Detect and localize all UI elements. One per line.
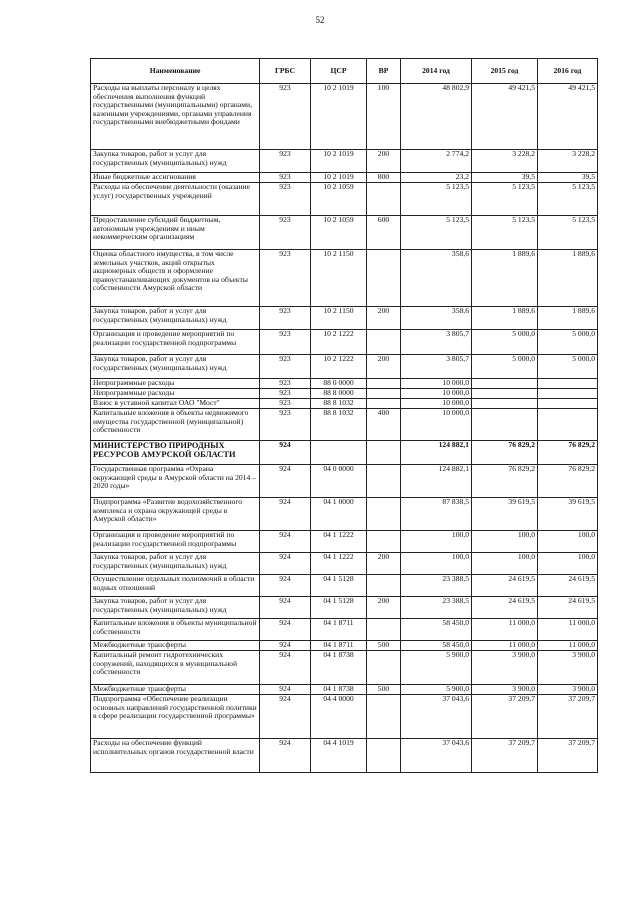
row-vr-cell — [367, 465, 401, 498]
table-row — [91, 389, 598, 399]
row-2014-cell: 3 805,7 — [401, 330, 472, 355]
row-2016-cell: 3 228,2 — [538, 150, 598, 173]
row-2015-cell — [472, 389, 538, 399]
row-vr-cell: 500 — [367, 685, 401, 695]
table-row — [91, 150, 598, 173]
row-2014-cell: 5 900,0 — [401, 685, 472, 695]
row-name-cell: Иные бюджетные ассигнования — [91, 173, 260, 183]
row-csr-cell: 04 0 0000 — [311, 465, 367, 498]
row-name-cell: Организация и проведение мероприятий по реализации государственной подпрограммы — [91, 330, 260, 355]
table-row — [91, 619, 598, 641]
row-grbs-cell: 924 — [260, 441, 311, 465]
row-name-cell: МИНИСТЕРСТВО ПРИРОДНЫХ РЕСУРСОВ АМУРСКОЙ ОБЛАСТИ — [91, 441, 260, 465]
row-2016-cell — [538, 389, 598, 399]
table-row — [91, 173, 598, 183]
row-2016-cell: 39,5 — [538, 173, 598, 183]
table-row — [91, 695, 598, 739]
row-2016-cell — [538, 379, 598, 389]
table-row — [91, 465, 598, 498]
row-name-cell: Расходы на выплаты персоналу в целях обеспечения выполнения функций государственными (муниципальными) органами, казенными учреждениями, органами управления государственными внебюджетными фондами — [91, 84, 260, 150]
row-2015-cell: 5 123,5 — [472, 216, 538, 250]
row-2016-cell: 37 209,7 — [538, 739, 598, 773]
row-grbs-cell: 923 — [260, 399, 311, 409]
row-2016-cell: 11 000,0 — [538, 619, 598, 641]
row-2015-cell: 37 209,7 — [472, 739, 538, 773]
row-2016-cell: 37 209,7 — [538, 695, 598, 739]
table-row — [91, 183, 598, 216]
row-2014-cell: 37 043,6 — [401, 739, 472, 773]
row-name-cell: Закупка товаров, работ и услуг для государственных (муниципальных) нужд — [91, 307, 260, 330]
row-grbs-cell: 924 — [260, 685, 311, 695]
row-2016-cell: 24 619,5 — [538, 575, 598, 597]
row-csr-cell: 04 1 5128 — [311, 575, 367, 597]
row-name-cell: Расходы на обеспечение функций исполнительных органов государственной власти — [91, 739, 260, 773]
row-2016-cell: 3 900,0 — [538, 685, 598, 695]
row-grbs-cell: 923 — [260, 173, 311, 183]
row-csr-cell: 88 8 0000 — [311, 389, 367, 399]
row-2015-cell: 76 829,2 — [472, 441, 538, 465]
row-2015-cell: 49 421,5 — [472, 84, 538, 150]
row-2015-cell: 3 900,0 — [472, 685, 538, 695]
row-vr-cell: 200 — [367, 553, 401, 575]
header-2014: 2014 год — [401, 59, 472, 84]
row-grbs-cell: 924 — [260, 739, 311, 773]
table-row — [91, 409, 598, 441]
row-vr-cell — [367, 330, 401, 355]
row-2014-cell: 5 123,5 — [401, 183, 472, 216]
row-2015-cell: 37 209,7 — [472, 695, 538, 739]
table-row — [91, 641, 598, 651]
table-row — [91, 379, 598, 389]
row-2014-cell: 23,2 — [401, 173, 472, 183]
row-2015-cell — [472, 409, 538, 441]
table-row — [91, 216, 598, 250]
row-name-cell: Закупка товаров, работ и услуг для государственных (муниципальных) нужд — [91, 355, 260, 379]
table-row — [91, 575, 598, 597]
row-vr-cell: 200 — [367, 597, 401, 619]
row-2015-cell: 11 000,0 — [472, 619, 538, 641]
row-name-cell: Капитальные вложения в объекты недвижимого имущества государственной (муниципальной) собственности — [91, 409, 260, 441]
row-csr-cell: 10 2 1222 — [311, 355, 367, 379]
row-vr-cell: 600 — [367, 216, 401, 250]
row-vr-cell: 100 — [367, 84, 401, 150]
row-2015-cell: 24 619,5 — [472, 575, 538, 597]
row-grbs-cell: 924 — [260, 531, 311, 553]
table-row — [91, 739, 598, 773]
row-csr-cell: 04 1 8738 — [311, 651, 367, 685]
row-vr-cell — [367, 250, 401, 307]
row-grbs-cell: 923 — [260, 84, 311, 150]
row-2015-cell: 100,0 — [472, 553, 538, 575]
row-vr-cell: 500 — [367, 641, 401, 651]
row-csr-cell: 10 2 1222 — [311, 330, 367, 355]
table-row — [91, 498, 598, 531]
row-2015-cell: 3 228,2 — [472, 150, 538, 173]
row-2014-cell: 87 838,5 — [401, 498, 472, 531]
row-2014-cell: 358,6 — [401, 250, 472, 307]
row-2014-cell: 124 882,1 — [401, 441, 472, 465]
table-row — [91, 651, 598, 685]
row-2015-cell: 5 000,0 — [472, 355, 538, 379]
row-name-cell: Капитальные вложения в объекты муниципальной собственности — [91, 619, 260, 641]
row-vr-cell — [367, 739, 401, 773]
row-2016-cell: 76 829,2 — [538, 465, 598, 498]
row-2014-cell: 58 450,0 — [401, 641, 472, 651]
budget-table — [90, 58, 598, 773]
row-name-cell: Осуществление отдельных полномочий в области водных отношений — [91, 575, 260, 597]
row-csr-cell: 04 1 1222 — [311, 553, 367, 575]
row-grbs-cell: 923 — [260, 330, 311, 355]
row-name-cell: Закупка товаров, работ и услуг для государственных (муниципальных) нужд — [91, 597, 260, 619]
row-2016-cell: 1 889,6 — [538, 307, 598, 330]
row-2015-cell: 5 000,0 — [472, 330, 538, 355]
row-name-cell: Закупка товаров, работ и услуг для государственных (муниципальных) нужд — [91, 150, 260, 173]
row-grbs-cell: 923 — [260, 379, 311, 389]
row-csr-cell: 10 2 1019 — [311, 150, 367, 173]
row-csr-cell: 88 8 1032 — [311, 399, 367, 409]
row-vr-cell — [367, 379, 401, 389]
row-2014-cell: 100,0 — [401, 553, 472, 575]
row-2015-cell: 24 619,5 — [472, 597, 538, 619]
table-row — [91, 553, 598, 575]
row-2014-cell: 10 000,0 — [401, 409, 472, 441]
row-csr-cell: 04 1 1222 — [311, 531, 367, 553]
row-csr-cell: 10 2 1059 — [311, 216, 367, 250]
row-name-cell: Расходы на обеспечение деятельности (оказание услуг) государственных учреждений — [91, 183, 260, 216]
row-2016-cell: 1 889,6 — [538, 250, 598, 307]
row-csr-cell: 04 4 1019 — [311, 739, 367, 773]
row-csr-cell: 04 1 8711 — [311, 619, 367, 641]
row-grbs-cell: 923 — [260, 307, 311, 330]
row-csr-cell: 88 8 1032 — [311, 409, 367, 441]
row-2014-cell: 37 043,6 — [401, 695, 472, 739]
row-name-cell: Межбюджетные трансферты — [91, 641, 260, 651]
table-row — [91, 250, 598, 307]
row-2015-cell — [472, 379, 538, 389]
row-2016-cell: 5 123,5 — [538, 183, 598, 216]
row-name-cell: Предоставление субсидий бюджетным, автономным учреждениям и иным некоммерческим организациям — [91, 216, 260, 250]
header-2016: 2016 год — [538, 59, 598, 84]
row-grbs-cell: 924 — [260, 465, 311, 498]
row-grbs-cell: 924 — [260, 597, 311, 619]
row-grbs-cell: 923 — [260, 250, 311, 307]
row-vr-cell: 200 — [367, 150, 401, 173]
row-csr-cell: 04 1 0000 — [311, 498, 367, 531]
row-name-cell: Взнос в уставной капитал ОАО "Мост" — [91, 399, 260, 409]
row-2014-cell: 48 802,9 — [401, 84, 472, 150]
row-csr-cell: 88 0 0000 — [311, 379, 367, 389]
row-csr-cell: 10 2 1150 — [311, 250, 367, 307]
page-number: 52 — [315, 15, 325, 25]
row-2016-cell: 24 619,5 — [538, 597, 598, 619]
row-grbs-cell: 924 — [260, 553, 311, 575]
row-csr-cell: 10 2 1019 — [311, 173, 367, 183]
table-row — [91, 399, 598, 409]
row-grbs-cell: 923 — [260, 355, 311, 379]
table-row — [91, 84, 598, 150]
row-grbs-cell: 923 — [260, 409, 311, 441]
row-vr-cell: 400 — [367, 409, 401, 441]
header-2015: 2015 год — [472, 59, 538, 84]
row-grbs-cell: 923 — [260, 216, 311, 250]
row-csr-cell: 04 1 5128 — [311, 597, 367, 619]
row-2015-cell: 39 619,5 — [472, 498, 538, 531]
row-2016-cell: 5 123,5 — [538, 216, 598, 250]
table-row — [91, 597, 598, 619]
row-name-cell: Межбюджетные трансферты — [91, 685, 260, 695]
row-csr-cell: 10 2 1019 — [311, 84, 367, 150]
table-row — [91, 441, 598, 465]
table-row — [91, 355, 598, 379]
table-row — [91, 330, 598, 355]
row-2016-cell: 5 000,0 — [538, 355, 598, 379]
row-2014-cell: 2 774,2 — [401, 150, 472, 173]
row-2016-cell: 5 000,0 — [538, 330, 598, 355]
row-name-cell: Закупка товаров, работ и услуг для государственных (муниципальных) нужд — [91, 553, 260, 575]
row-vr-cell — [367, 575, 401, 597]
row-2015-cell: 5 123,5 — [472, 183, 538, 216]
row-name-cell: Подпрограмма «Обеспечение реализации основных направлений государственной политики в сфере реализации государственной программы» — [91, 695, 260, 739]
row-2016-cell: 76 829,2 — [538, 441, 598, 465]
row-2015-cell: 11 000,0 — [472, 641, 538, 651]
row-vr-cell — [367, 498, 401, 531]
table-row — [91, 531, 598, 553]
row-grbs-cell: 924 — [260, 651, 311, 685]
row-2015-cell: 3 900,0 — [472, 651, 538, 685]
header-name: Наименование — [91, 59, 260, 84]
row-2015-cell: 1 889,6 — [472, 307, 538, 330]
row-grbs-cell: 923 — [260, 389, 311, 399]
row-2015-cell: 39,5 — [472, 173, 538, 183]
row-vr-cell — [367, 531, 401, 553]
row-name-cell: Оценка областного имущества, в том числе земельных участков, акций открытых акционерных обществ и оформление правоустанавливающих документов на объекты собственности Амурской области — [91, 250, 260, 307]
row-2015-cell: 76 829,2 — [472, 465, 538, 498]
row-csr-cell: 04 4 0000 — [311, 695, 367, 739]
row-2016-cell — [538, 399, 598, 409]
row-2015-cell: 100,0 — [472, 531, 538, 553]
row-name-cell: Непрограммные расходы — [91, 389, 260, 399]
row-2016-cell — [538, 409, 598, 441]
row-2015-cell: 1 889,6 — [472, 250, 538, 307]
row-vr-cell: 200 — [367, 307, 401, 330]
header-grbs: ГРБС — [260, 59, 311, 84]
row-name-cell: Государственная программа «Охрана окружающей среды в Амурской области на 2014 – 2020 годы» — [91, 465, 260, 498]
row-name-cell: Подпрограмма «Развитие водохозяйственного комплекса и охрана окружающей среды в Амурской области» — [91, 498, 260, 531]
row-grbs-cell: 923 — [260, 183, 311, 216]
row-vr-cell — [367, 399, 401, 409]
header-csr: ЦСР — [311, 59, 367, 84]
row-vr-cell — [367, 183, 401, 216]
row-2014-cell: 23 388,5 — [401, 597, 472, 619]
row-grbs-cell: 924 — [260, 498, 311, 531]
row-vr-cell — [367, 651, 401, 685]
row-2016-cell: 39 619,5 — [538, 498, 598, 531]
table-header-row — [91, 59, 598, 84]
row-name-cell: Организация и проведение мероприятий по реализации государственной подпрограммы — [91, 531, 260, 553]
row-vr-cell: 200 — [367, 355, 401, 379]
row-2014-cell: 3 805,7 — [401, 355, 472, 379]
row-2014-cell: 5 123,5 — [401, 216, 472, 250]
row-2014-cell: 5 900,0 — [401, 651, 472, 685]
row-grbs-cell: 924 — [260, 641, 311, 651]
row-vr-cell: 800 — [367, 173, 401, 183]
table-row — [91, 685, 598, 695]
row-grbs-cell: 924 — [260, 695, 311, 739]
row-vr-cell — [367, 619, 401, 641]
row-grbs-cell: 923 — [260, 150, 311, 173]
row-csr-cell: 04 1 8738 — [311, 685, 367, 695]
row-grbs-cell: 924 — [260, 575, 311, 597]
row-2016-cell: 100,0 — [538, 531, 598, 553]
row-csr-cell — [311, 441, 367, 465]
row-2015-cell — [472, 399, 538, 409]
row-name-cell: Капитальный ремонт гидротехнических сооружений, находящихся в муниципальной собственности — [91, 651, 260, 685]
row-2014-cell: 10 000,0 — [401, 399, 472, 409]
row-2014-cell: 124 882,1 — [401, 465, 472, 498]
row-csr-cell: 10 2 1150 — [311, 307, 367, 330]
row-2014-cell: 358,6 — [401, 307, 472, 330]
row-2014-cell: 100,0 — [401, 531, 472, 553]
table-row — [91, 307, 598, 330]
row-2016-cell: 3 900,0 — [538, 651, 598, 685]
row-2014-cell: 23 388,5 — [401, 575, 472, 597]
row-2014-cell: 58 450,0 — [401, 619, 472, 641]
row-2016-cell: 49 421,5 — [538, 84, 598, 150]
row-2016-cell: 100,0 — [538, 553, 598, 575]
row-2016-cell: 11 000,0 — [538, 641, 598, 651]
row-csr-cell: 10 2 1059 — [311, 183, 367, 216]
row-2014-cell: 10 000,0 — [401, 389, 472, 399]
row-csr-cell: 04 1 8711 — [311, 641, 367, 651]
row-grbs-cell: 924 — [260, 619, 311, 641]
row-vr-cell — [367, 695, 401, 739]
row-vr-cell — [367, 441, 401, 465]
row-name-cell: Непрограммные расходы — [91, 379, 260, 389]
header-vr: ВР — [367, 59, 401, 84]
row-2014-cell: 10 000,0 — [401, 379, 472, 389]
row-vr-cell — [367, 389, 401, 399]
